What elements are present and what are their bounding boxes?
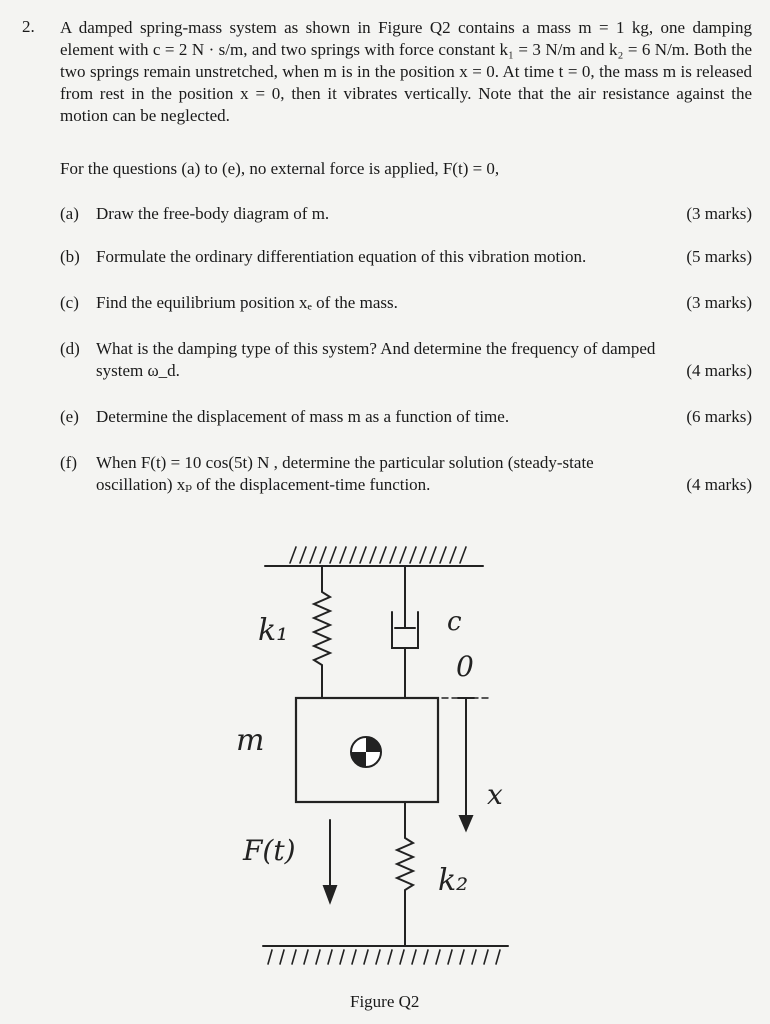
label-zero: 0 (456, 650, 474, 683)
part-marks: (3 marks) (686, 293, 752, 312)
question-lead: For the questions (a) to (e), no external force is applied, F(t) = 0, (60, 159, 500, 178)
part-label: (e) (60, 407, 79, 426)
damper-c (392, 566, 418, 698)
top-wall-hatching (290, 547, 466, 563)
part-label: (a) (60, 204, 79, 223)
part-text-line2: oscillation) xₚ of the displacement-time function. (96, 475, 431, 494)
part-text: Determine the displacement of mass m as a function of time. (96, 407, 510, 426)
bottom-wall-hatching (268, 950, 500, 964)
label-k2: k₂ (438, 863, 469, 898)
spring-k1 (314, 566, 330, 698)
part-label: (f) (60, 453, 77, 472)
part-text: Formulate the ordinary differentiation equation of this vibration motion. (96, 247, 587, 266)
part-text: Draw the free-body diagram of m. (96, 204, 330, 223)
label-c: c (447, 607, 462, 637)
part-marks: (6 marks) (686, 407, 752, 426)
part-text: Find the equilibrium position xₑ of the mass. (96, 293, 398, 312)
part-label: (c) (60, 293, 79, 312)
part-label: (b) (60, 247, 80, 266)
part-text: When F(t) = 10 cos(5t) N , determine the particular solution (steady-state (96, 453, 594, 472)
label-force: F(t) (243, 834, 296, 867)
center-of-mass-icon (351, 737, 381, 767)
part-marks: (4 marks) (686, 361, 752, 380)
part-marks: (4 marks) (686, 475, 752, 494)
spring-k2 (397, 802, 413, 946)
part-text: What is the damping type of this system? And determine the frequency of damped (96, 339, 656, 358)
part-text-line2: system ω_d. (96, 361, 180, 380)
figure-caption: Figure Q2 (350, 992, 420, 1011)
label-k1: k₁ (258, 613, 289, 648)
part-label: (d) (60, 339, 80, 358)
label-m: m (236, 723, 265, 758)
label-x: x (487, 778, 503, 811)
part-marks: (3 marks) (686, 204, 752, 223)
question-intro: A damped spring-mass system as shown in Figure Q2 contains a mass m = 1 kg, one damping element with c = 2 N · s/m, and two springs with force constant k₁ = 3 N/m and k₂ = 6 N/m. Both the two springs remain unstretched, when m is in the position x = 0. At time t = 0, the mass m is released from rest in the position x = 0, then it vibrates vertically. Note that the air resistance against the motion can be neglected. (60, 18, 752, 125)
part-marks: (5 marks) (686, 247, 752, 266)
question-number: 2. (22, 17, 35, 36)
